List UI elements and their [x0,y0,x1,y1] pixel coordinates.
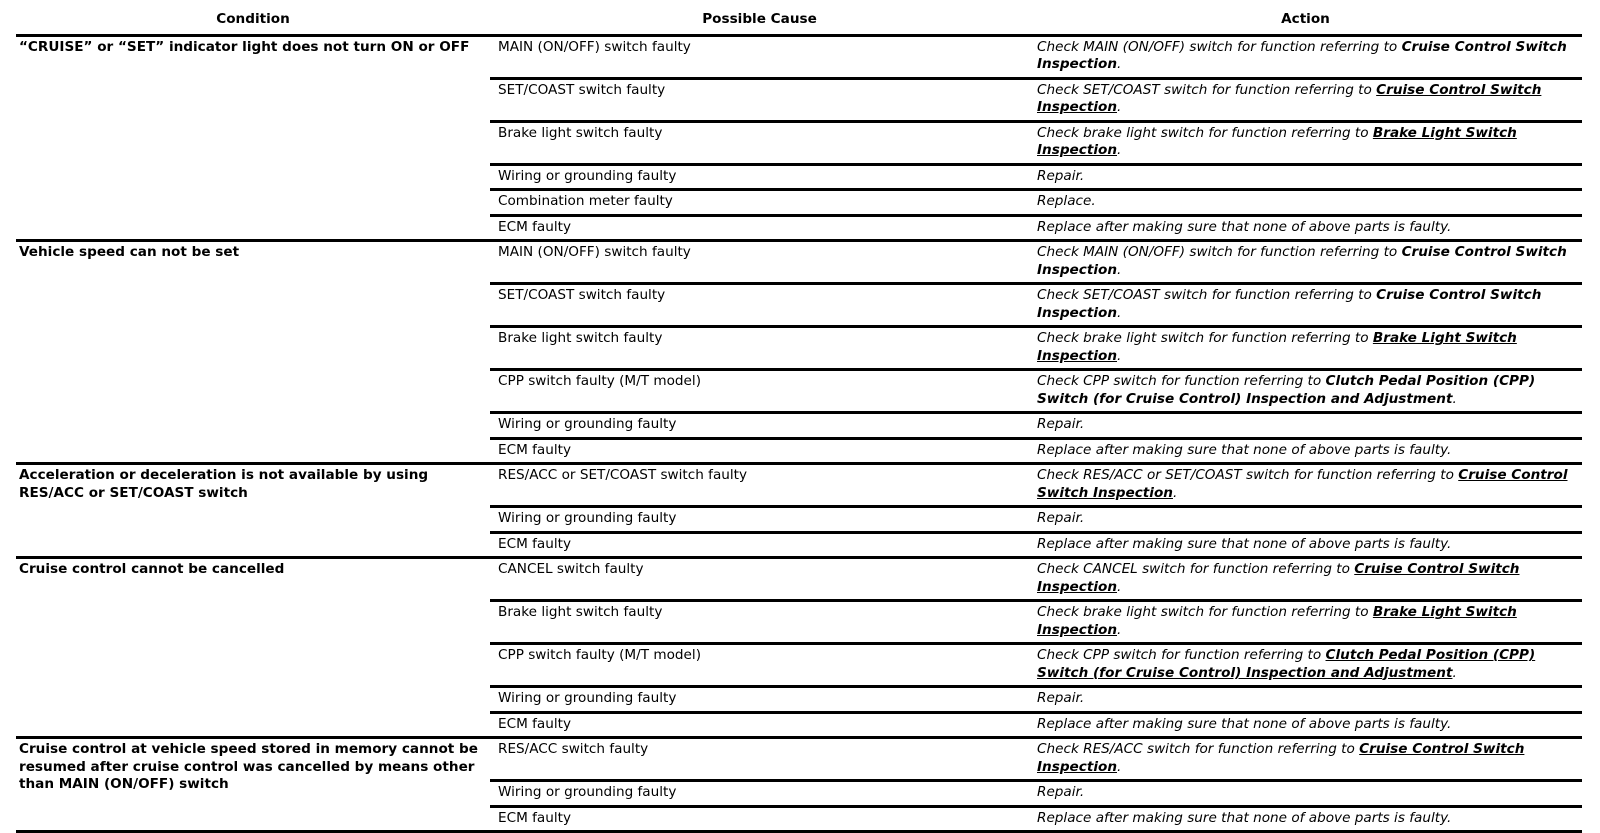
action-cell [1029,241,1582,284]
possible-cause-cell: Brake light switch faulty [490,601,1029,644]
possible-cause-cell: ECM faulty [490,806,1029,832]
action-cell [1029,78,1582,121]
action-text: Replace after making sure that none of above parts is faulty. [1037,218,1452,235]
table-row [16,738,1582,781]
condition-header: Condition [16,8,490,35]
action-text: Repair. [1037,416,1085,432]
procedure-reference-link[interactable]: Brake Light Switch Inspection [1037,604,1517,638]
procedure-reference-link[interactable]: Cruise Control Switch Inspection [1037,561,1520,595]
procedure-reference-link: Cruise Control Switch Inspection [1037,38,1567,72]
table-body [16,35,1582,832]
action-cell [1029,413,1582,439]
action-cell [1029,370,1582,413]
action-suffix: . [1117,142,1122,158]
action-cell [1029,532,1582,558]
possible-cause-cell: Wiring or grounding faulty [490,413,1029,439]
action-cell [1029,35,1582,78]
possible-cause-cell: CPP switch faulty (M/T model) [490,370,1029,413]
condition-cell: Cruise control at vehicle speed stored in memory cannot be resumed after cruise control was cancelled by means other than MAIN (ON/OFF) switch [16,738,490,832]
possible-cause-cell: RES/ACC or SET/COAST switch faulty [490,464,1029,507]
possible-cause-cell: Wiring or grounding faulty [490,164,1029,190]
action-text: Repair. [1037,690,1085,706]
action-suffix: . [1172,484,1178,501]
action-suffix: . [1117,578,1122,595]
action-text: Repair. [1037,784,1085,800]
action-cell [1029,687,1582,713]
action-suffix: . [1117,347,1122,364]
possible-cause-cell: SET/COAST switch faulty [490,284,1029,327]
action-text: Replace after making sure that none of above parts is faulty. [1037,535,1452,552]
procedure-reference-link: Clutch Pedal Position (CPP) Switch (for Cruise Control) Inspection and Adjustment [1037,373,1536,407]
action-suffix: . [1117,99,1122,115]
possible-cause-cell: CPP switch faulty (M/T model) [490,644,1029,687]
action-text: Check brake light switch for function referring to [1037,604,1373,620]
action-suffix: . [1117,261,1122,278]
possible-cause-cell: ECM faulty [490,712,1029,738]
procedure-reference-link[interactable]: Brake Light Switch Inspection [1037,124,1517,158]
action-text: Check CPP switch for function referring to [1037,373,1326,389]
action-cell [1029,164,1582,190]
procedure-reference-link[interactable]: Cruise Control Switch Inspection [1037,81,1542,115]
possible-cause-cell: Combination meter faulty [490,190,1029,216]
action-suffix: . [1452,390,1457,407]
condition-cell: “CRUISE” or “SET” indicator light does not turn ON or OFF [16,35,490,241]
table-row [16,241,1582,284]
action-cell [1029,712,1582,738]
action-suffix: . [1117,621,1122,638]
action-header: Action [1029,8,1582,35]
action-suffix: . [1117,56,1122,72]
procedure-reference-link[interactable]: Cruise Control Switch Inspection [1037,741,1525,775]
possible-cause-cell: Wiring or grounding faulty [490,781,1029,807]
action-cell [1029,507,1582,533]
action-cell [1029,190,1582,216]
action-text: Check RES/ACC switch for function referring to [1037,741,1360,757]
action-suffix: . [1452,664,1457,681]
action-text: Check brake light switch for function referring to [1037,124,1373,141]
action-text: Replace after making sure that none of above parts is faulty. [1037,715,1452,732]
action-cell [1029,558,1582,601]
possible-cause-header: Possible Cause [490,8,1029,35]
table-row [16,464,1582,507]
action-cell [1029,781,1582,807]
possible-cause-cell: Brake light switch faulty [490,121,1029,164]
table-row [16,35,1582,78]
action-cell [1029,644,1582,687]
action-text: Repair. [1037,510,1085,526]
action-text: Replace after making sure that none of above parts is faulty. [1037,809,1452,826]
procedure-reference-link[interactable]: Brake Light Switch Inspection [1037,330,1517,364]
possible-cause-cell: Wiring or grounding faulty [490,507,1029,533]
action-text: Check RES/ACC or SET/COAST switch for function referring to [1037,467,1459,483]
action-cell [1029,121,1582,164]
possible-cause-cell: ECM faulty [490,438,1029,464]
possible-cause-cell: SET/COAST switch faulty [490,78,1029,121]
action-cell [1029,806,1582,832]
procedure-reference-link[interactable]: Clutch Pedal Position (CPP) Switch (for Cruise Control) Inspection and Adjustment [1037,647,1536,681]
action-text: Check brake light switch for function referring to [1037,330,1373,346]
action-text: Check CANCEL switch for function referring to [1037,561,1355,577]
action-cell [1029,738,1582,781]
action-text: Check SET/COAST switch for function referring to [1037,81,1377,98]
action-cell [1029,464,1582,507]
action-cell [1029,215,1582,241]
action-cell [1029,284,1582,327]
action-text: Check CPP switch for function referring to [1037,647,1326,663]
possible-cause-cell: CANCEL switch faulty [490,558,1029,601]
action-text: Replace after making sure that none of above parts is faulty. [1037,441,1452,458]
procedure-reference-link: Cruise Control Switch Inspection [1037,244,1567,278]
condition-cell: Vehicle speed can not be set [16,241,490,464]
action-text: Repair. [1037,167,1085,184]
action-text: Replace. [1037,193,1096,209]
action-text: Check SET/COAST switch for function referring to [1037,287,1377,303]
action-suffix: . [1117,304,1122,321]
action-cell [1029,327,1582,370]
possible-cause-cell: ECM faulty [490,532,1029,558]
possible-cause-cell: MAIN (ON/OFF) switch faulty [490,241,1029,284]
possible-cause-cell: Wiring or grounding faulty [490,687,1029,713]
troubleshooting-table [16,8,1582,833]
action-text: Check MAIN (ON/OFF) switch for function referring to [1037,244,1402,260]
table-header-row [16,8,1582,35]
condition-cell: Cruise control cannot be cancelled [16,558,490,738]
possible-cause-cell: RES/ACC switch faulty [490,738,1029,781]
action-cell [1029,438,1582,464]
procedure-reference-link: Cruise Control Switch Inspection [1037,287,1542,321]
table-row [16,558,1582,601]
action-cell [1029,601,1582,644]
possible-cause-cell: Brake light switch faulty [490,327,1029,370]
possible-cause-cell: ECM faulty [490,215,1029,241]
possible-cause-cell: MAIN (ON/OFF) switch faulty [490,35,1029,78]
condition-cell: Acceleration or deceleration is not available by using RES/ACC or SET/COAST switch [16,464,490,558]
procedure-reference-link[interactable]: Cruise Control Switch Inspection [1037,467,1568,501]
action-text: Check MAIN (ON/OFF) switch for function referring to [1037,38,1402,55]
action-suffix: . [1117,758,1122,775]
